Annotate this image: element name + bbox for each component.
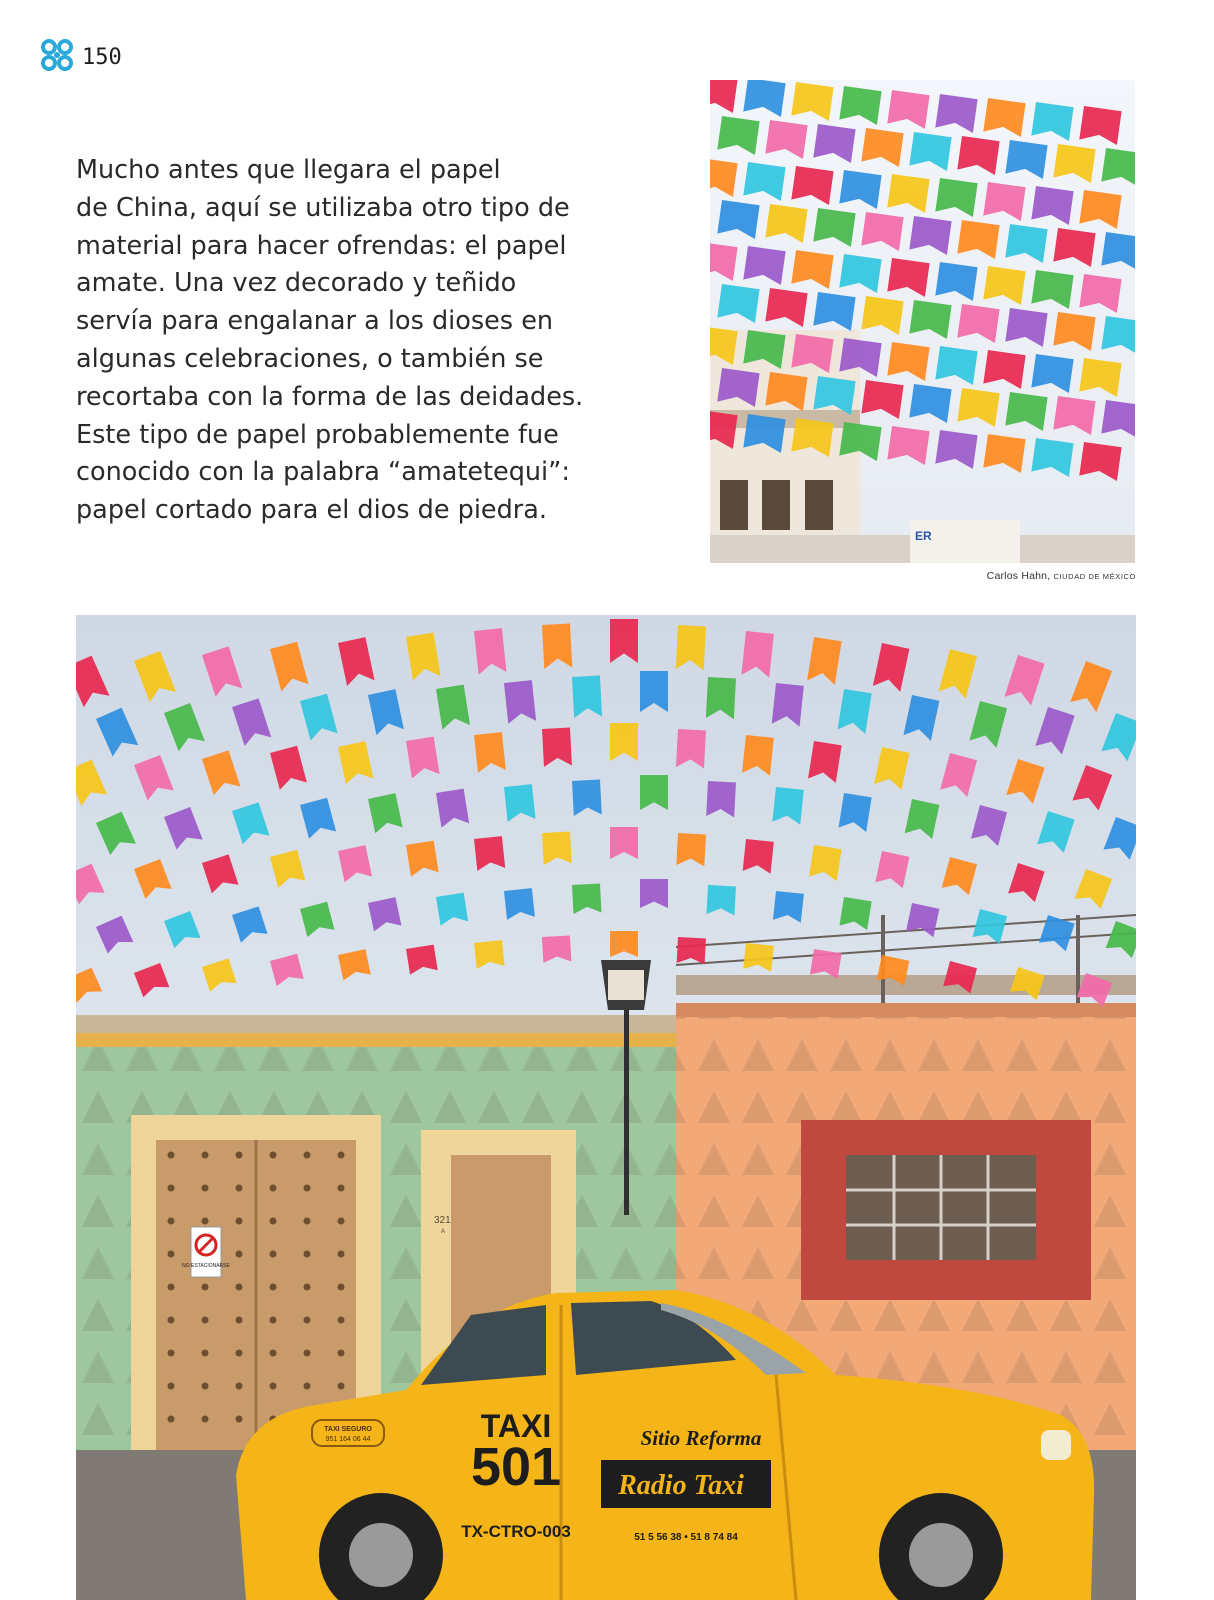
body-line: recortaba con la forma de las deidades. <box>76 381 584 412</box>
photo-credit <box>987 570 1136 582</box>
door-number-suffix: A <box>441 1229 446 1235</box>
street-taxi-photo <box>76 615 1136 1600</box>
shop-sign: ER <box>915 529 932 543</box>
body-line: conocido con la palabra “amatetequi”: <box>76 457 570 488</box>
body-line: algunas celebraciones, o también se <box>76 343 544 374</box>
body-paragraph <box>76 152 636 530</box>
taxi-word: TAXI <box>480 1408 552 1444</box>
taxi-company: Sitio Reforma <box>640 1426 762 1450</box>
body-line: de China, aquí se utilizaba otro tipo de <box>76 192 570 223</box>
body-line: Este tipo de papel probablemente fue <box>76 419 559 450</box>
body-line: servía para engalanar a los dioses en <box>76 306 554 337</box>
taxi-number: 501 <box>470 1437 562 1497</box>
door-number: 321 <box>434 1215 451 1226</box>
credit-name: Carlos Hahn, <box>986 570 1051 582</box>
taxi-registration: TX-CTRO-003 <box>461 1522 571 1541</box>
body-line: amate. Una vez decorado y teñido <box>76 268 517 299</box>
taxi-phones: 51 5 56 38 • 51 8 74 84 <box>634 1532 738 1543</box>
body-line: material para hacer ofrendas: el papel <box>76 230 567 261</box>
quatrefoil-flower-icon <box>40 38 74 76</box>
taxi-seguro-phone: 951 164 06 44 <box>325 1436 371 1443</box>
papel-picado-street-photo <box>710 80 1135 563</box>
page-header <box>40 38 122 76</box>
credit-place: CIUDAD DE MÉXICO <box>1053 572 1136 581</box>
body-line: Mucho antes que llegara el papel <box>76 155 501 185</box>
no-parking-sign: NO ESTACIONARSE <box>182 1263 230 1269</box>
page-number: 150 <box>82 44 122 70</box>
body-line: papel cortado para el dios de piedra. <box>76 495 548 526</box>
taxi-service: Radio Taxi <box>618 1470 744 1501</box>
taxi-seguro-label: TAXI SEGURO <box>324 1426 372 1433</box>
